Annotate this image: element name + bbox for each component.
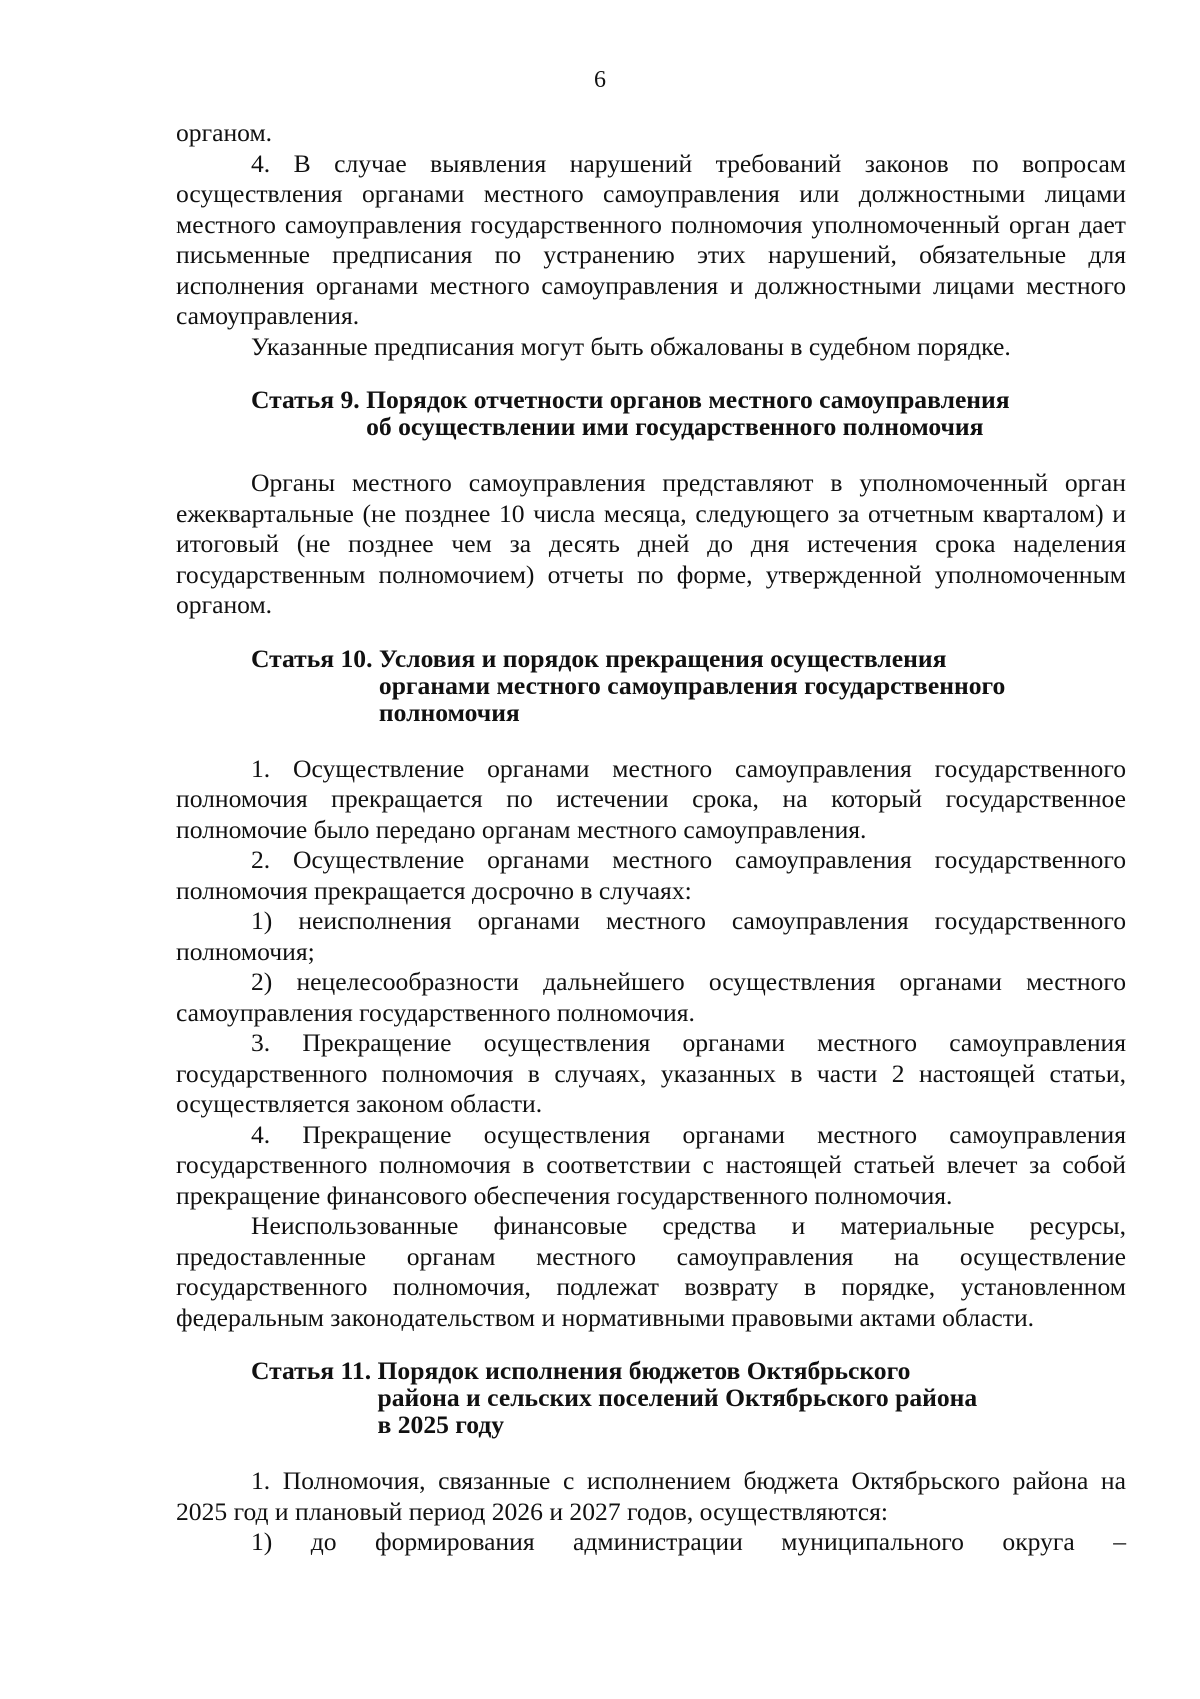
article-number: Статья 10. — [251, 643, 379, 673]
paragraph: 4. Прекращение осуществления органами местного самоуправления государственного полномочия в соответствии с настоящей статьей влечет за собой прекращение финансового обеспечения государственного полномочия. — [176, 1119, 1126, 1210]
article-number: Статья 9. — [251, 385, 367, 414]
article-title-line: района и сельских поселений Октябрьского района — [377, 1383, 978, 1412]
article-title-line: в 2025 году — [377, 1410, 505, 1439]
paragraph: Органы местного самоуправления представляют в уполномоченный орган ежеквартальные (не позднее 10 числа месяца, следующего за отчетным кварталом) и итоговый (не позднее чем за десять дней до дня истечения срока наделения государственным полномочием) отчеты по форме, утвержденной уполномоченным органом. — [176, 468, 1126, 619]
document-body — [176, 118, 1126, 1558]
article-title — [379, 645, 1005, 726]
article-title — [366, 386, 1010, 440]
article-title-line: Порядок отчетности органов местного самоуправления — [366, 385, 1010, 414]
article-11-heading — [176, 1357, 1126, 1438]
paragraph: 2) нецелесообразности дальнейшего осуществления органами местного самоуправления государственного полномочия. — [176, 967, 1126, 1027]
article-10-heading — [176, 645, 1126, 726]
paragraph: Указанные предписания могут быть обжалованы в судебном порядке. — [251, 331, 1011, 361]
paragraph: Неиспользованные финансовые средства и материальные ресурсы, предоставленные органам местного самоуправления на осуществление государственного полномочия, подлежат возврату в порядке, установленном федеральным законодательством и нормативными правовыми актами области. — [176, 1211, 1126, 1332]
article-title-line: органами местного самоуправления государственного — [378, 670, 1006, 700]
article-title-line: об осуществлении ими государственного полномочия — [366, 412, 984, 441]
paragraph: 2. Осуществление органами местного самоуправления государственного полномочия прекращается досрочно в случаях: — [176, 845, 1126, 905]
article-title — [378, 1357, 978, 1438]
paragraph: 4. В случае выявления нарушений требований законов по вопросам осуществления органами местного самоуправления или должностными лицами местного самоуправления государственного полномочия уполномоченный орган дает письменные предписания по устранению этих нарушений, обязательные для исполнения органами местного самоуправления и должностными лицами местного самоуправления. — [176, 148, 1126, 330]
paragraph: 1) до формирования администрации муниципального округа – — [251, 1527, 1126, 1556]
article-title-line: Порядок исполнения бюджетов Октябрьского — [377, 1356, 911, 1385]
paragraph: 1. Полномочия, связанные с исполнением бюджета Октябрьского района на 2025 год и плановый период 2026 и 2027 годов, осуществляются: — [176, 1466, 1126, 1526]
paragraph: 1. Осуществление органами местного самоуправления государственного полномочия прекращается по истечении срока, на который государственное полномочие было передано органам местного самоуправления. — [176, 753, 1126, 844]
article-9-heading — [176, 386, 1126, 440]
page-number: 6 — [594, 67, 606, 93]
article-title-line: полномочия — [378, 697, 520, 727]
article-title-line: Условия и порядок прекращения осуществления — [378, 643, 947, 673]
paragraph: 3. Прекращение осуществления органами местного самоуправления государственного полномочия в случаях, указанных в части 2 настоящей статьи, осуществляется законом области. — [176, 1028, 1126, 1118]
article-number: Статья 11. — [251, 1356, 378, 1385]
paragraph: 1) неисполнения органами местного самоуправления государственного полномочия; — [176, 906, 1126, 966]
paragraph: органом. — [176, 118, 273, 147]
